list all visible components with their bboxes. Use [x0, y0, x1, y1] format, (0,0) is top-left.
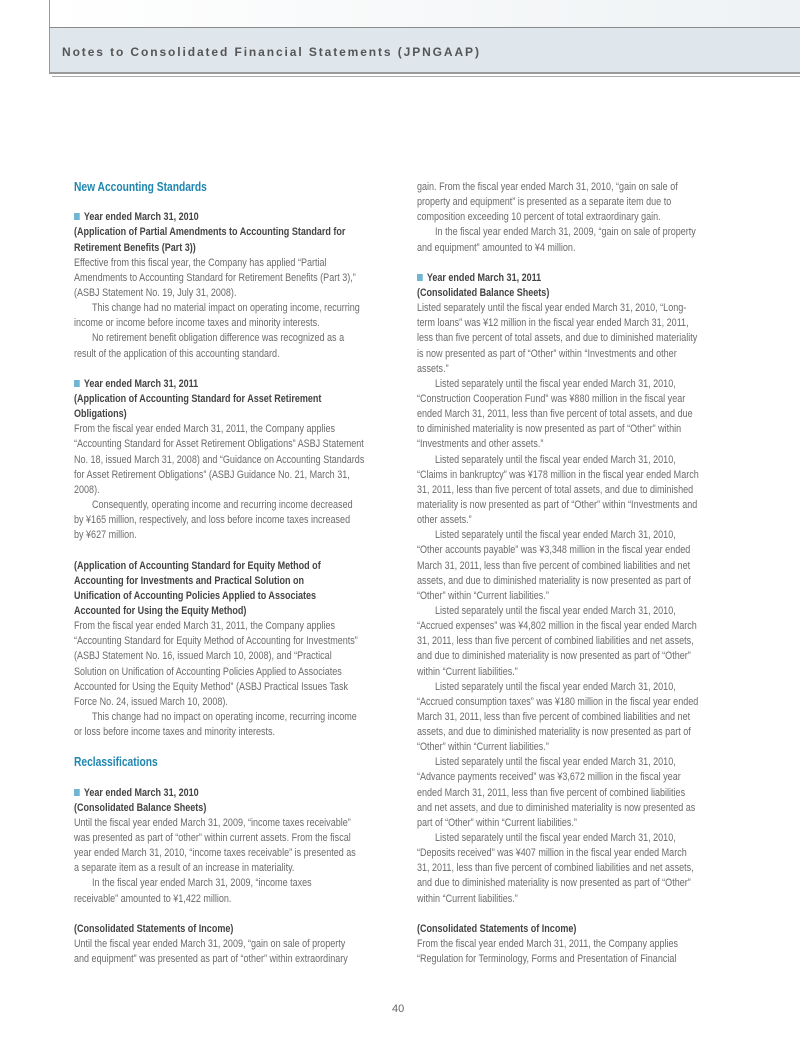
body-text-line: “Other accounts payable” was ¥3,348 million in the fiscal year ended [417, 544, 691, 557]
body-text-line: March 31, 2011, less than five percent of combined liabilities and net [417, 559, 691, 572]
body-text-line: “Construction Cooperation Fund” was ¥880 million in the fiscal year [417, 392, 686, 405]
body-text-line: or loss before income taxes and minority interests. [74, 726, 276, 739]
subheading: (Consolidated Balance Sheets) [74, 801, 207, 814]
subheading: (Consolidated Statements of Income) [417, 922, 577, 935]
paragraph-first-line: Listed separately until the fiscal year ended March 31, 2010, [435, 529, 676, 542]
body-text-line: 31, 2011, less than five percent of combined liabilities and net assets, [417, 635, 694, 648]
paragraph-first-line: This change had no material impact on operating income, recurring [92, 302, 360, 315]
year-heading [74, 377, 336, 392]
year-heading [74, 210, 336, 225]
year-heading-label: Year ended March 31, 2011 [83, 377, 199, 390]
body-text-line: ended March 31, 2011, less than five percent of total assets, and due [417, 408, 693, 421]
body-text-line: and net assets, and due to diminished materiality is now presented as [417, 801, 696, 814]
subheading: (Application of Partial Amendments to Accounting Standard for [74, 226, 346, 239]
subheading: Obligations) [74, 408, 127, 421]
body-text-line: property and equipment” is presented as a separate item due to [417, 196, 672, 209]
paragraph-first-line: In the fiscal year ended March 31, 2009, “income taxes [92, 877, 312, 890]
body-text-line: “Accounting Standard for Asset Retirement Obligations” ASBJ Statement [74, 438, 364, 451]
paragraph-first-line: Consequently, operating income and recurring income decreased [92, 498, 353, 511]
body-text-line: Until the fiscal year ended March 31, 2009, “income taxes receivable” [74, 816, 351, 829]
body-text-line: Effective from this fiscal year, the Company has applied “Partial [74, 256, 327, 269]
body-text-line: “Deposits received” was ¥407 million in the fiscal year ended March [417, 847, 687, 860]
body-text-line: “Other” within “Current liabilities.” [417, 741, 549, 754]
body-text-line: and due to diminished materiality is now presented as part of “Other” [417, 877, 691, 890]
subheading: Unification of Accounting Policies Applied to Associates [74, 589, 317, 602]
body-text-line: materiality is now presented as part of “Other” within “Investments and [417, 498, 698, 511]
subheading: (Application of Accounting Standard for Equity Method of [74, 559, 321, 572]
body-text-line: Accounted for Using the Equity Method” (ASBJ Practical Issues Task [74, 680, 349, 693]
square-bullet-icon [74, 789, 80, 796]
blank-line [417, 256, 679, 271]
subheading: Accounted for Using the Equity Method) [74, 604, 247, 617]
page-number: 40 [392, 1003, 405, 1015]
header-top-band [49, 0, 800, 28]
body-text-line: “Regulation for Terminology, Forms and Presentation of Financial [417, 953, 677, 966]
subheading: (Consolidated Balance Sheets) [417, 286, 550, 299]
body-text-line: within “Current liabilities.” [417, 665, 518, 678]
paragraph-first-line: Listed separately until the fiscal year ended March 31, 2010, [435, 680, 676, 693]
body-text-line: a separate item as a result of an increase in materiality. [74, 862, 295, 875]
body-text-line: “Claims in bankruptcy” was ¥178 million in the fiscal year ended March [417, 468, 699, 481]
section-heading: Reclassifications [74, 755, 158, 770]
body-text-line: (ASBJ Statement No. 16, issued March 10, 2008), and “Practical [74, 650, 332, 663]
body-text-line: less than five percent of total assets, and due to diminished materiality [417, 332, 698, 345]
body-text-line: From the fiscal year ended March 31, 2011, the Company applies [74, 620, 336, 633]
subheading: (Application of Accounting Standard for Asset Retirement [74, 392, 322, 405]
body-text-line: term loans” was ¥12 million in the fiscal year ended March 31, 2011, [417, 317, 689, 330]
body-text-line: March 31, 2011, less than five percent of combined liabilities and net [417, 710, 691, 723]
square-bullet-icon [74, 380, 80, 387]
body-text-line: Until the fiscal year ended March 31, 2009, “gain on sale of property [74, 938, 346, 951]
body-text-line: Force No. 24, issued March 10, 2008). [74, 695, 228, 708]
paragraph-first-line: No retirement benefit obligation difference was recognized as a [92, 332, 345, 345]
year-heading-label: Year ended March 31, 2010 [83, 211, 199, 224]
year-heading-label: Year ended March 31, 2010 [83, 786, 199, 799]
paragraph-first-line: Listed separately until the fiscal year ended March 31, 2010, [435, 832, 676, 845]
header-divider [52, 76, 800, 77]
blank-line [74, 740, 336, 755]
paragraph-first-line: Listed separately until the fiscal year ended March 31, 2010, [435, 756, 676, 769]
blank-line [417, 907, 679, 922]
body-text-line: was presented as part of “other” within current assets. From the fiscal [74, 832, 351, 845]
year-heading [74, 786, 336, 801]
year-heading-label: Year ended March 31, 2011 [426, 271, 542, 284]
body-text-line: by ¥165 million, respectively, and loss before income taxes increased [74, 514, 351, 527]
body-text-line: within “Current liabilities.” [417, 892, 518, 905]
body-text-line: “Accounting Standard for Equity Method of Accounting for Investments” [74, 635, 358, 648]
body-text-line: by ¥627 million. [74, 529, 137, 542]
blank-line [74, 907, 336, 922]
body-text-line: (ASBJ Statement No. 19, July 31, 2008). [74, 286, 237, 299]
section-heading: New Accounting Standards [74, 180, 207, 194]
paragraph-first-line: Listed separately until the fiscal year ended March 31, 2010, [435, 377, 676, 390]
body-text-line: 2008). [74, 483, 100, 496]
blank-line [74, 543, 336, 558]
body-text-line: assets, and due to diminished materiality is now presented as part of [417, 574, 691, 587]
body-text-line: is now presented as part of “Other” within “Investments and other [417, 347, 677, 360]
body-text-line: “Advance payments received” was ¥3,672 million in the fiscal year [417, 771, 681, 784]
body-text-line: other assets.” [417, 514, 472, 527]
section-header-band [49, 28, 800, 74]
year-heading [417, 271, 679, 286]
paragraph-first-line: This change had no impact on operating income, recurring income [92, 710, 357, 723]
blank-line [74, 770, 336, 785]
left-column [74, 180, 394, 967]
paragraph-first-line: Listed separately until the fiscal year ended March 31, 2010, [435, 604, 676, 617]
body-text-line: year ended March 31, 2010, “income taxes receivable” is presented as [74, 847, 356, 860]
body-text-line: 31, 2011, less than five percent of combined liabilities and net assets, [417, 862, 694, 875]
body-text-line: From the fiscal year ended March 31, 2011, the Company applies [417, 938, 679, 951]
section-header-title: Notes to Consolidated Financial Statements (JPNGAAP) [62, 45, 481, 59]
body-text-line: “Accrued expenses” was ¥4,802 million in the fiscal year ended March [417, 620, 697, 633]
body-text-line: No. 18, issued March 31, 2008) and “Guidance on Accounting Standards [74, 453, 365, 466]
body-text-line: 31, 2011, less than five percent of total assets, and due to diminished [417, 483, 694, 496]
body-text-line: Solution on Unification of Accounting Policies Applied to Associates [74, 665, 342, 678]
body-text-line: assets.” [417, 362, 449, 375]
body-text-line: Amendments to Accounting Standard for Retirement Benefits (Part 3),” [74, 271, 356, 284]
subheading: Accounting for Investments and Practical Solution on [74, 574, 305, 587]
paragraph-first-line: Listed separately until the fiscal year ended March 31, 2010, [435, 453, 676, 466]
body-text-line: From the fiscal year ended March 31, 2011, the Company applies [74, 423, 336, 436]
body-text-line: assets, and due to diminished materiality is now presented as part of [417, 726, 691, 739]
body-text-line: and equipment” amounted to ¥4 million. [417, 241, 576, 254]
body-text-line: income or income before income taxes and minority interests. [74, 317, 320, 330]
body-text-line: for Asset Retirement Obligations” (ASBJ Guidance No. 21, March 31, [74, 468, 350, 481]
square-bullet-icon [74, 213, 80, 220]
body-text-line: “Accrued consumption taxes” was ¥180 million in the fiscal year ended [417, 695, 699, 708]
subheading: Retirement Benefits (Part 3)) [74, 241, 196, 254]
subheading: (Consolidated Statements of Income) [74, 922, 234, 935]
body-text-line: to diminished materiality is now presented as part of “Other” within [417, 423, 682, 436]
body-text-line: part of “Other” within “Current liabilities.” [417, 816, 577, 829]
body-text-line: Listed separately until the fiscal year ended March 31, 2010, “Long- [417, 302, 687, 315]
square-bullet-icon [417, 274, 423, 281]
body-text-line: ended March 31, 2011, less than five percent of combined liabilities [417, 786, 686, 799]
paragraph-first-line: In the fiscal year ended March 31, 2009, “gain on sale of property [435, 226, 696, 239]
body-text-line: result of the application of this accounting standard. [74, 347, 280, 360]
body-text-line: gain. From the fiscal year ended March 31, 2010, “gain on sale of [417, 181, 678, 193]
body-text-line: “Other” within “Current liabilities.” [417, 589, 549, 602]
right-column [417, 180, 737, 967]
body-text-line: and due to diminished materiality is now presented as part of “Other” [417, 650, 691, 663]
body-text-line: and equipment” was presented as part of “other” within extraordinary [74, 953, 348, 966]
blank-line [74, 362, 336, 377]
body-text-line: receivable” amounted to ¥1,422 million. [74, 892, 232, 905]
body-text-line: composition exceeding 10 percent of total extraordinary gain. [417, 211, 661, 224]
blank-line [74, 195, 336, 210]
body-text-line: “Investments and other assets.” [417, 438, 544, 451]
